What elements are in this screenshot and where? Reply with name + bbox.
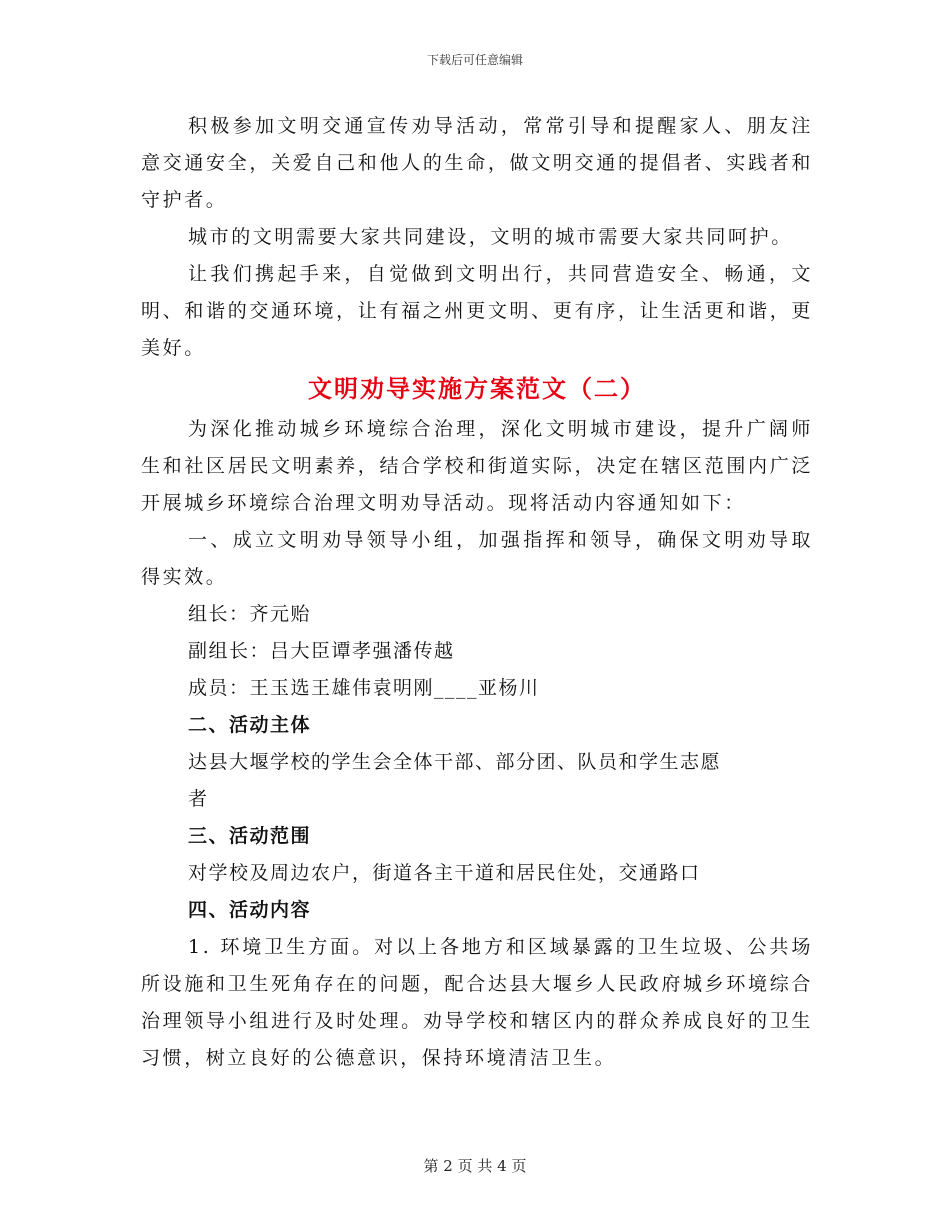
paragraph-4: 为深化推动城乡环境综合治理，深化文明城市建设，提升广阔师生和社区居民文明素养，结合学校和街道实际，决定在辖区范围内广泛开展城乡环境综合治理文明劝导活动。现将活动内容通知如下： [141, 418, 813, 514]
subject-line-2: 者 [188, 788, 209, 810]
paragraph-6: 1. 环境卫生方面。对以上各地方和区域暴露的卫生垃圾、公共场所设施和卫生死角存在的问题，配合达县大堰乡人民政府城乡环境综合治理领导小组进行及时处理。劝导学校和辖区内的群众养成良好的卫生习惯，树立良好的公德意识，保持环境清洁卫生。 [141, 936, 813, 1069]
members-line: 成员：王玉选王雄伟袁明刚____亚杨川 [188, 677, 540, 699]
deputy-leader-line: 副组长：吕大臣谭孝强潘传越 [188, 640, 455, 662]
paragraph-5: 一、成立文明劝导领导小组，加强指挥和领导，确保文明劝导取得实效。 [141, 529, 813, 588]
scope-line: 对学校及周边农户，街道各主干道和居民住处，交通路口 [188, 862, 701, 884]
heading-activity-subject: 二、活动主体 [188, 714, 312, 736]
heading-activity-content: 四、活动内容 [188, 899, 312, 921]
subject-line-1: 达县大堰学校的学生会全体干部、部分团、队员和学生志愿 [188, 751, 722, 773]
page-footer: 第 2 页 共 4 页 [423, 1157, 527, 1175]
section-title: 文明劝导实施方案范文（二） [308, 374, 646, 403]
paragraph-1: 积极参加文明交通宣传劝导活动，常常引导和提醒家人、朋友注意交通安全，关爱自己和他人的生命，做文明交通的提倡者、实践者和守护者。 [141, 115, 813, 211]
document-body [141, 108, 813, 1077]
page-header: 下载后可任意编辑 [426, 53, 523, 67]
paragraph-3: 让我们携起手来，自觉做到文明出行，共同营造安全、畅通，文明、和谐的交通环境，让有福之州更文明、更有序，让生活更和谐，更美好。 [141, 263, 813, 359]
heading-activity-scope: 三、活动范围 [188, 825, 312, 847]
paragraph-2: 城市的文明需要大家共同建设，文明的城市需要大家共同呵护。 [188, 226, 793, 248]
leader-line: 组长：齐元贻 [188, 603, 312, 625]
